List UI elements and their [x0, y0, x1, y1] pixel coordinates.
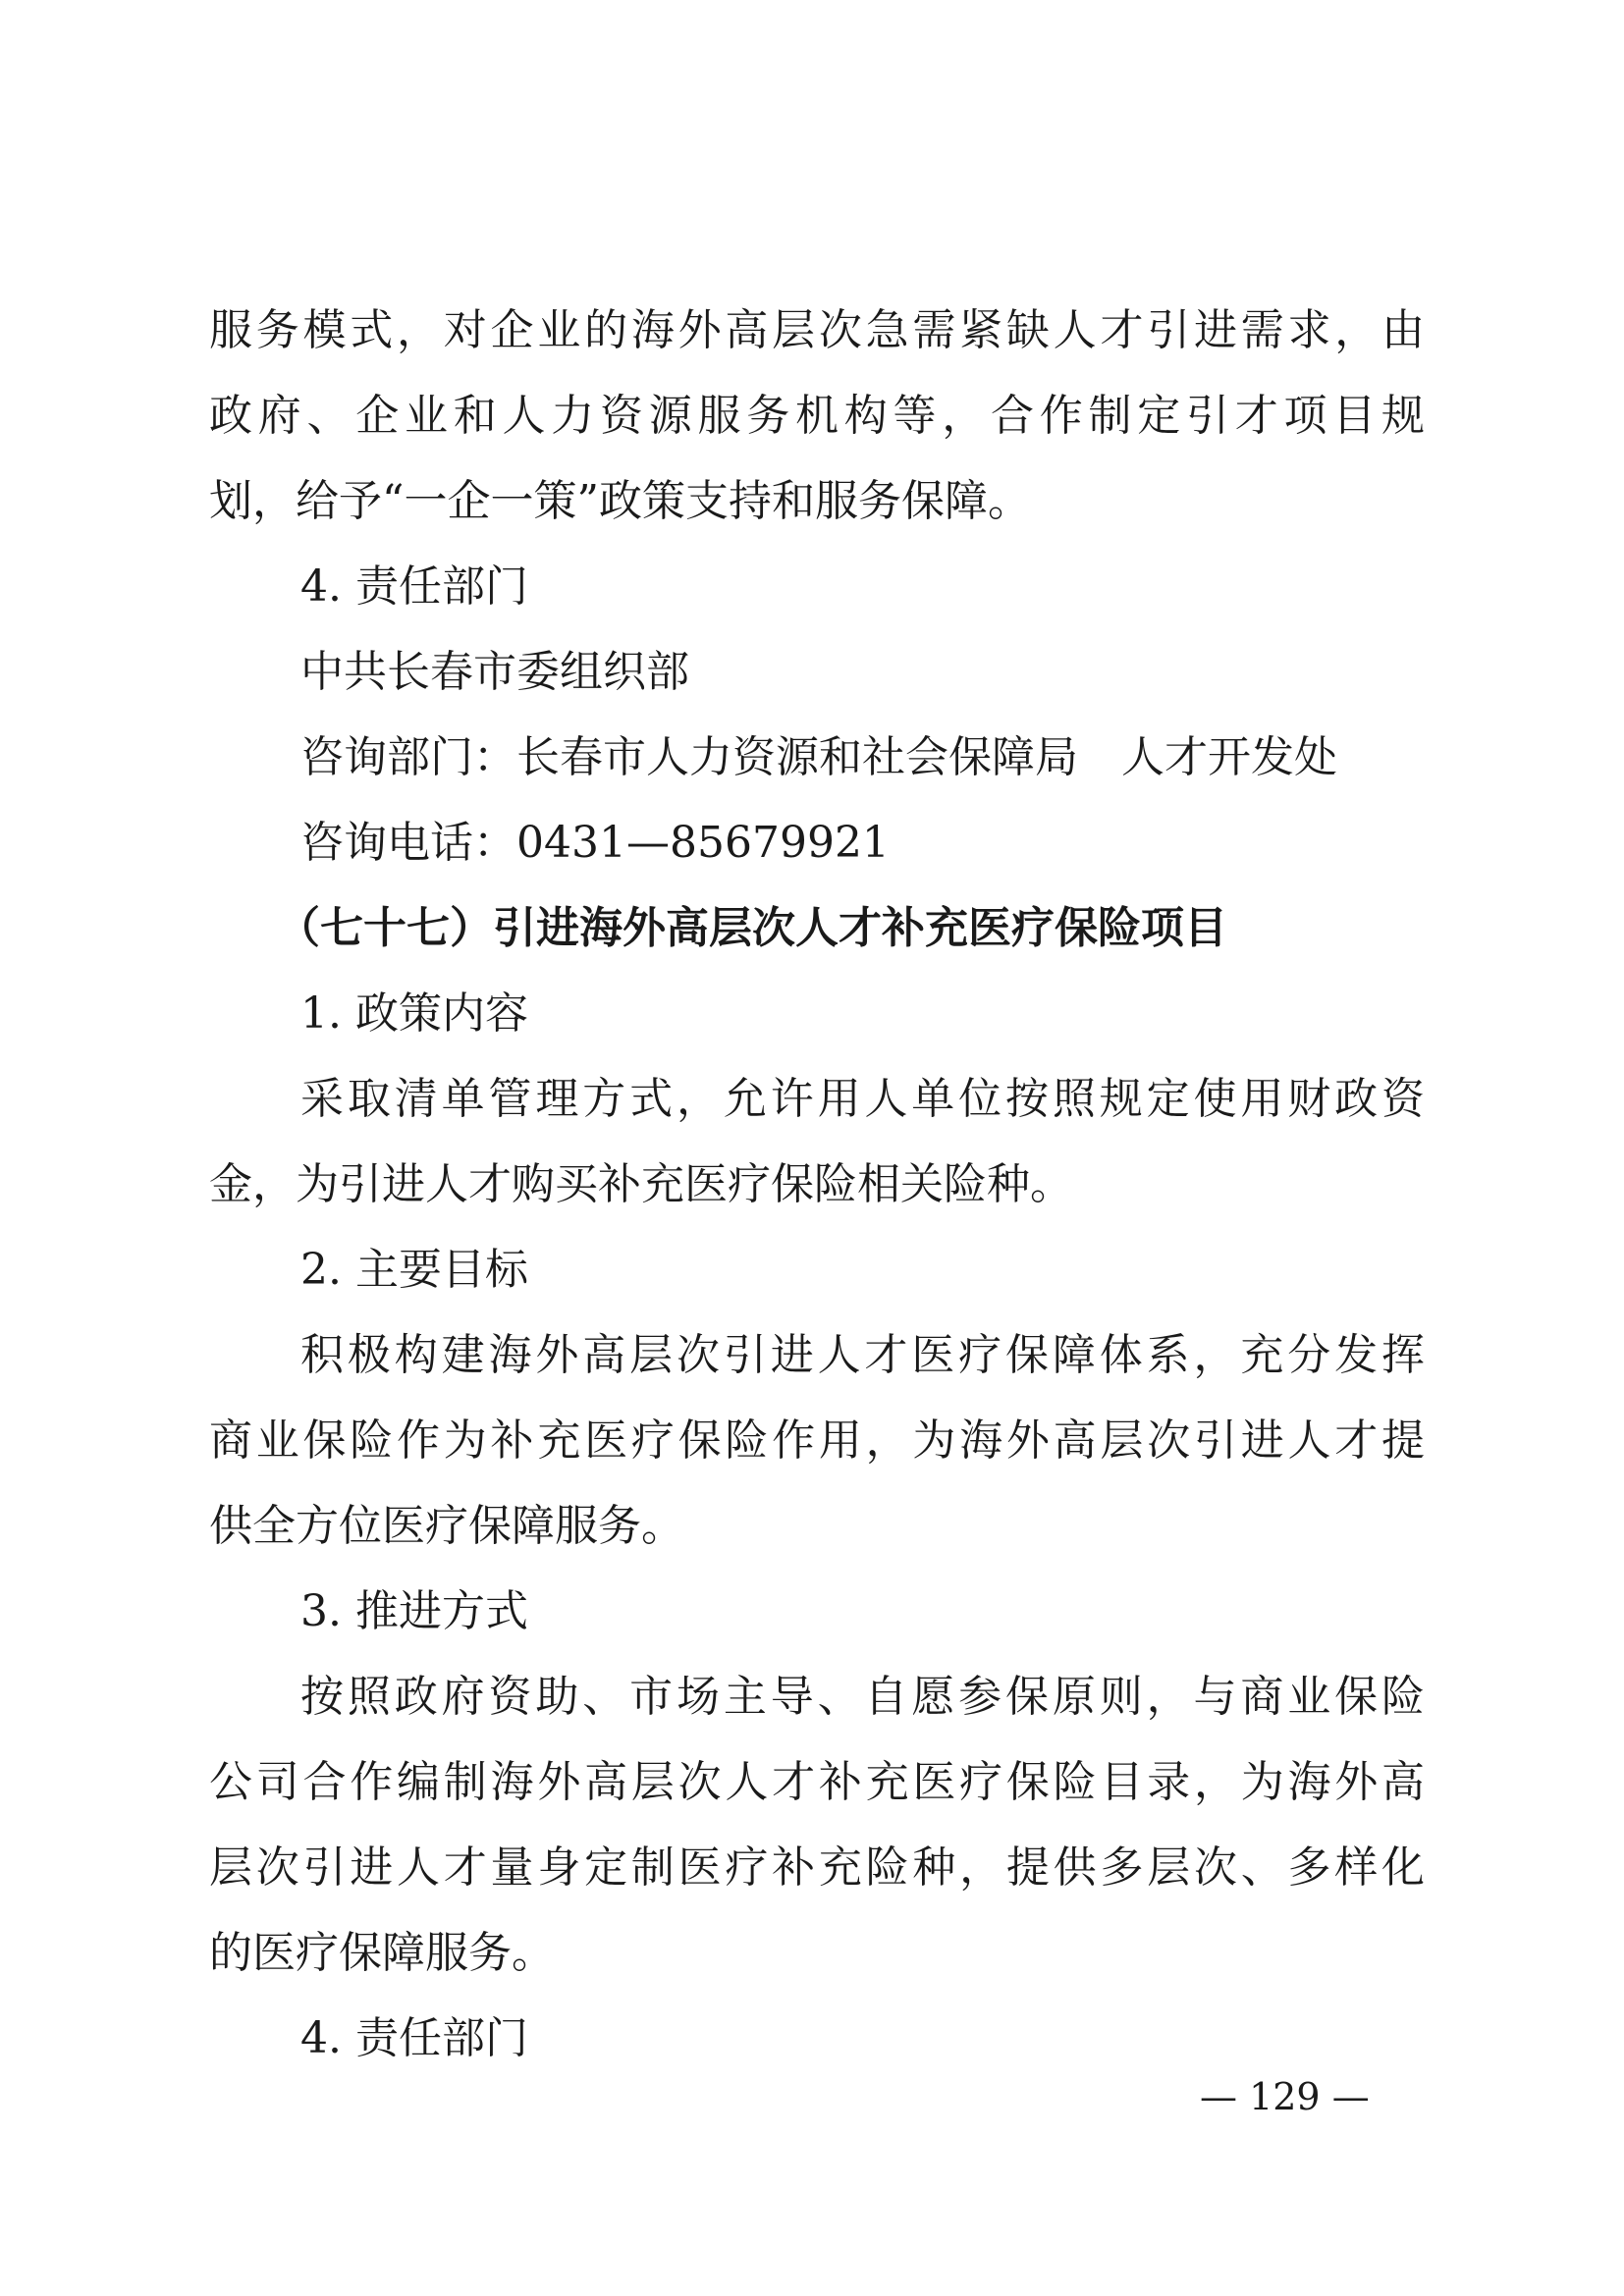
paragraph-line: 按照政府资助、市场主导、自愿参保原则，与商业保险	[300, 1672, 1425, 1722]
section-heading: 4. 责任部门	[300, 2013, 528, 2063]
department-name: 中共长春市委组织部	[300, 647, 689, 697]
page-number: — 129 —	[1200, 2075, 1370, 2118]
section-heading: 4. 责任部门	[300, 561, 528, 612]
paragraph-line: 服务模式，对企业的海外高层次急需紧缺人才引进需求，由	[209, 305, 1425, 355]
paragraph-line: 金，为引进人才购买补充医疗保险相关险种。	[209, 1159, 1073, 1209]
paragraph-line: 政府、企业和人力资源服务机构等，合作制定引才项目规	[209, 391, 1425, 441]
paragraph-line: 划，给予“一企一策”政策支持和服务保障。	[209, 476, 1031, 526]
section-heading: 3. 推进方式	[300, 1586, 528, 1636]
section-heading: 1. 政策内容	[300, 988, 528, 1039]
paragraph-line: 商业保险作为补充医疗保险作用，为海外高层次引进人才提	[209, 1415, 1425, 1466]
paragraph-line: 供全方位医疗保障服务。	[209, 1501, 684, 1551]
consult-department: 咨询部门：长春市人力资源和社会保障局 人才开发处	[300, 732, 1337, 782]
paragraph-line: 积极构建海外高层次引进人才医疗保障体系，充分发挥	[300, 1330, 1425, 1380]
paragraph-line: 的医疗保障服务。	[209, 1928, 555, 1978]
section-heading: 2. 主要目标	[300, 1245, 528, 1295]
paragraph-line: 公司合作编制海外高层次人才补充医疗保险目录，为海外高	[209, 1757, 1425, 1807]
paragraph-line: 采取清单管理方式，允许用人单位按照规定使用财政资	[300, 1074, 1425, 1124]
item-title: （七十七）引进海外高层次人才补充医疗保险项目	[277, 903, 1227, 953]
consult-phone: 咨询电话：0431—85679921	[300, 818, 890, 868]
paragraph-line: 层次引进人才量身定制医疗补充险种，提供多层次、多样化	[209, 1842, 1425, 1893]
